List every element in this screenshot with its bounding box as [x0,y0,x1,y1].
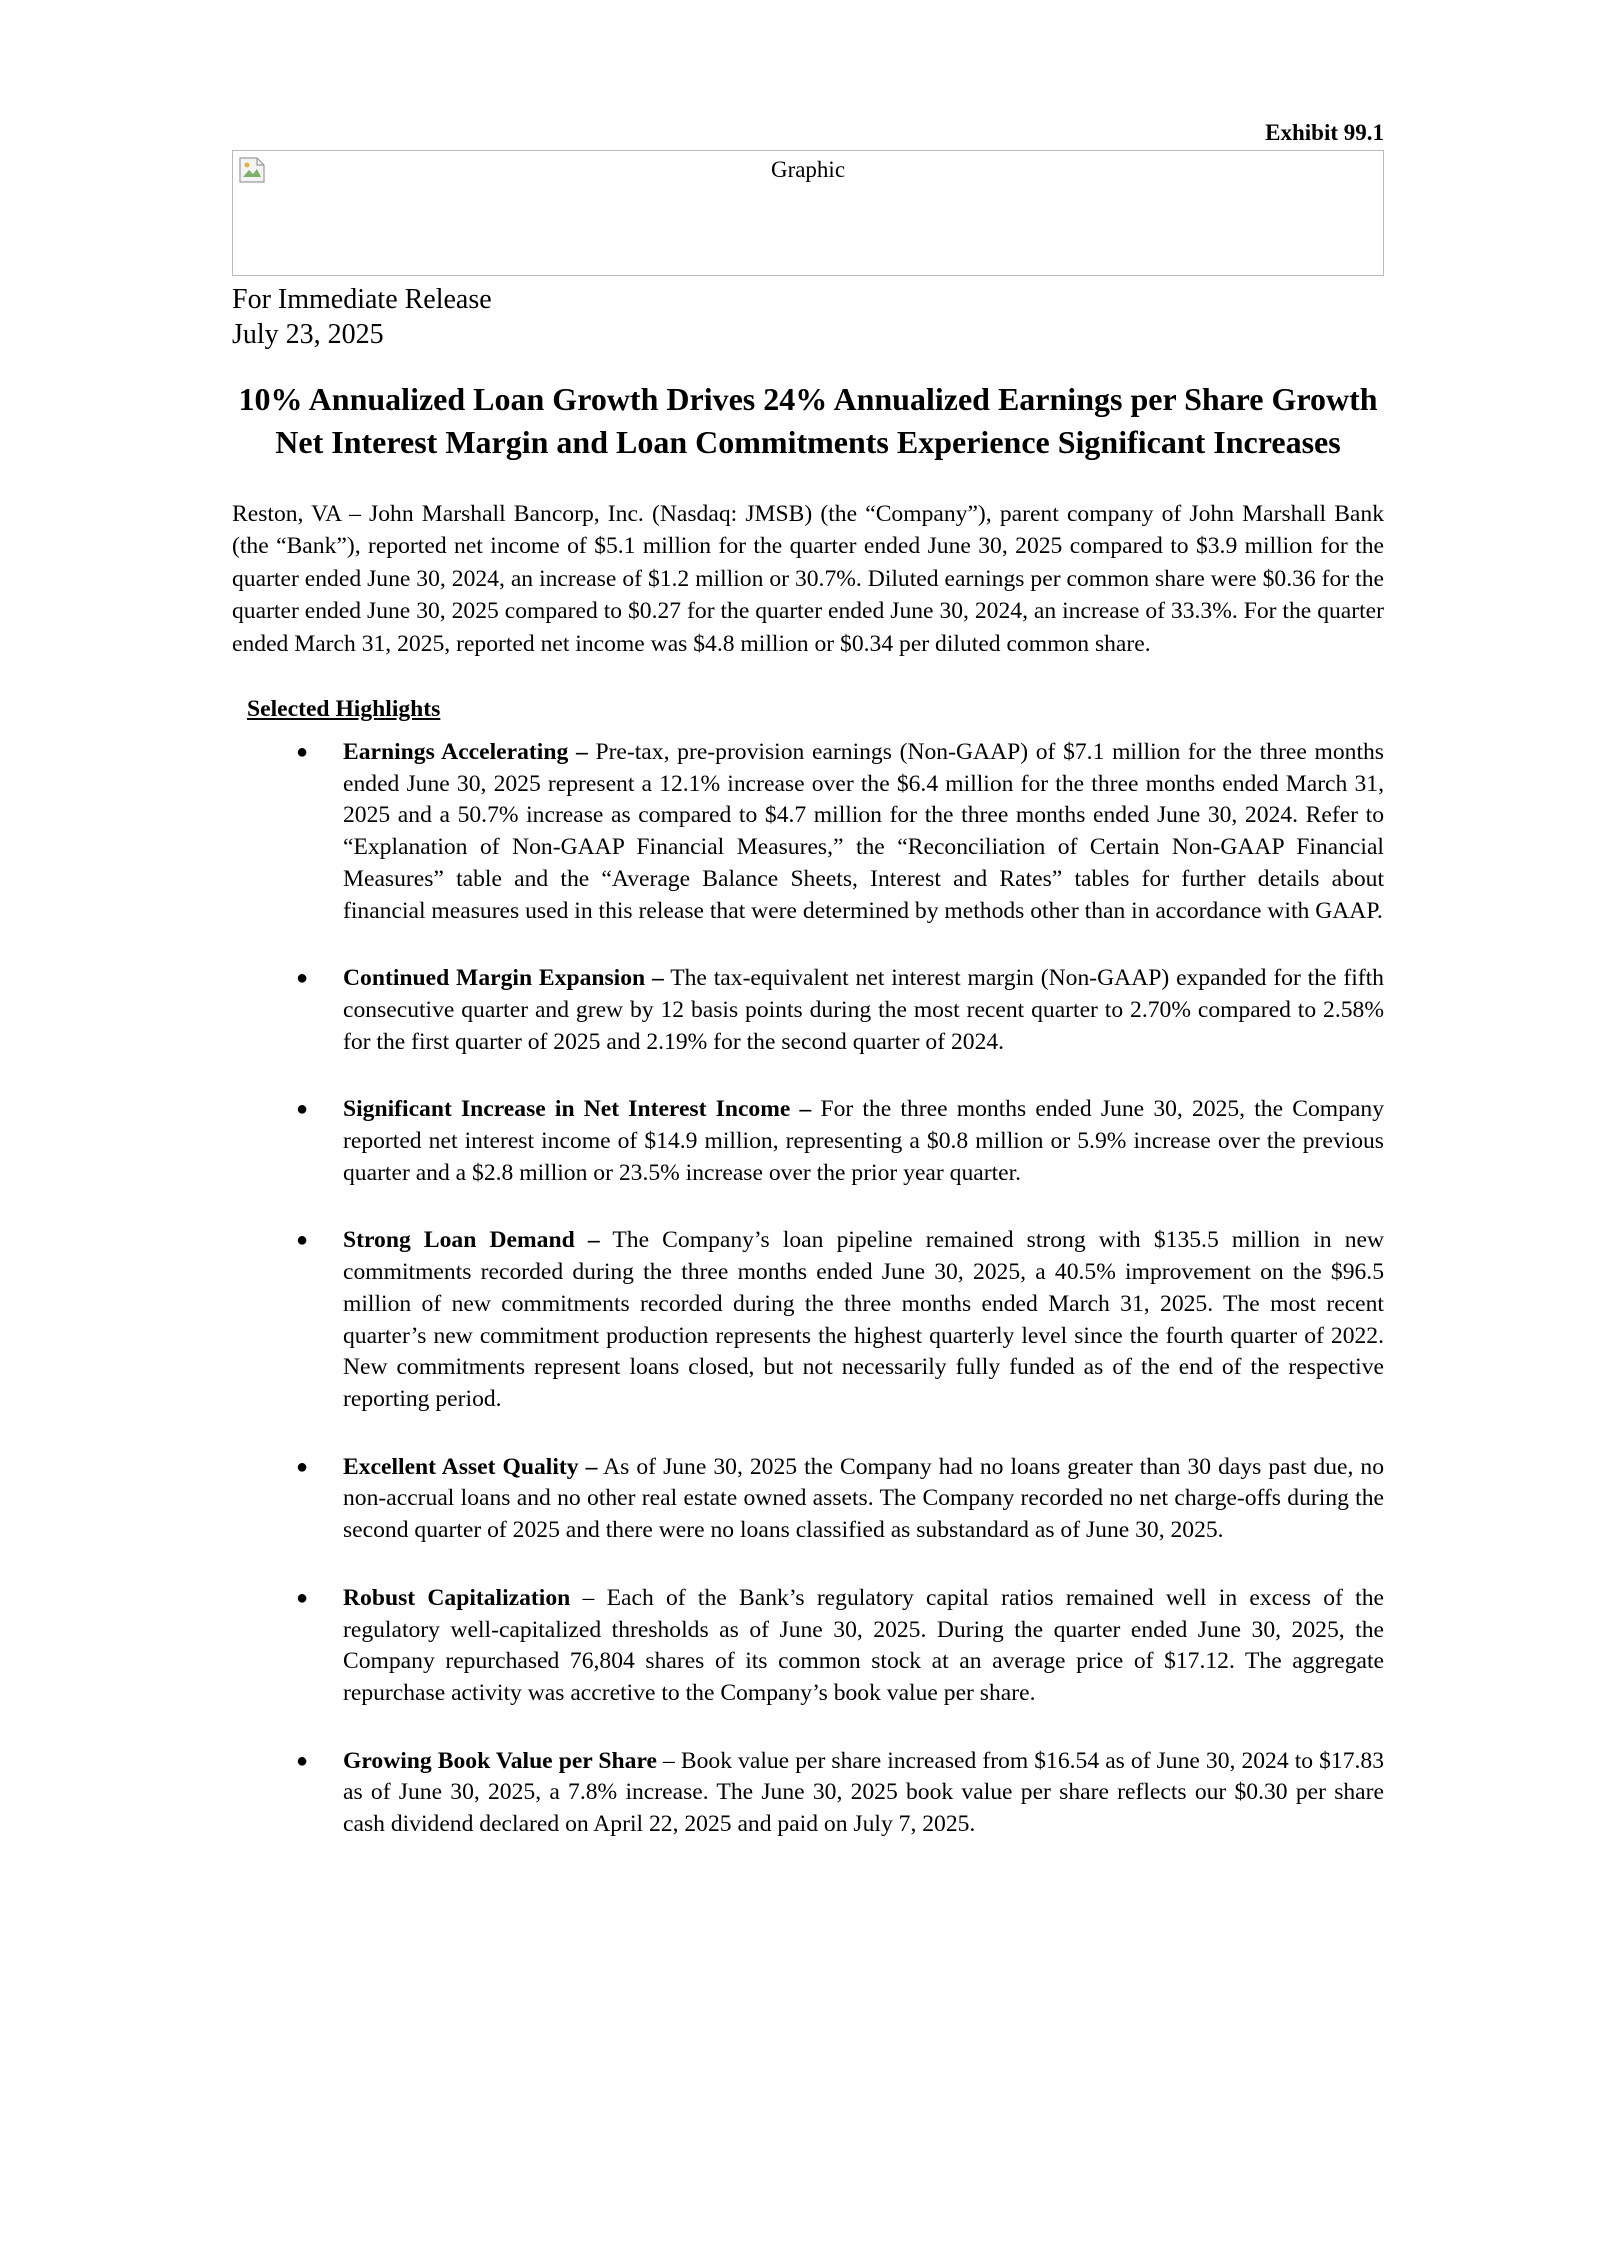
list-item [232,1746,1384,1841]
bullet-icon: ● [296,741,309,764]
bullet-icon: ● [296,1749,309,1772]
bullet-icon: ● [296,1229,309,1252]
bullet-icon: ● [296,1455,309,1478]
bullet-icon: ● [296,1098,309,1121]
selected-highlights-title: Selected Highlights [247,696,441,723]
release-label: For Immediate Release [232,284,492,315]
highlight-text: The tax-equivalent net interest margin (Non-GAAP) expanded for the fifth consecutive quarter and grew by 12 basis points during the most recent quarter to 2.70% compared to 2.58% for the first quarter of 2025 and 2.19% for the second quarter of 2024. [343,965,1384,1055]
highlight-lead: Robust Capitalization [343,1584,571,1611]
highlight-text: As of June 30, 2025 the Company had no loans greater than 30 days past due, no non-accrual loans and no other real estate owned assets. The Company recorded no net charge-offs during the second quarter of 2025 and there were no loans classified as substandard as of June 30, 2025. [343,1453,1384,1544]
highlight-lead: Excellent Asset Quality – [343,1453,598,1480]
highlight-text: Pre-tax, pre-provision earnings (Non-GAAP) of $7.1 million for the three months ended June 30, 2025 represent a 12.1% increase over the $6.4 million for the three months ended March 31, 2025 and a 50.7% increase as compared to $4.7 million for the three months ended June 30, 2024. Refer to “Explanation of Non-GAAP Financial Measures,” the “Reconciliation of Certain Non-GAAP Financial Measures” table and the “Average Balance Sheets, Interest and Rates” tables for further details about financial measures used in this release that were determined by methods other than in accordance with GAAP. [343,739,1384,924]
document-page [232,118,1384,1877]
highlight-lead: Earnings Accelerating – [343,739,588,766]
highlight-lead: Growing Book Value per Share [343,1747,657,1774]
bullet-icon: ● [296,967,309,990]
exhibit-label: Exhibit 99.1 [1265,120,1384,145]
graphic-alt-text: Graphic [770,157,846,182]
highlight-lead: Continued Margin Expansion – [343,965,664,992]
highlight-text: – Each of the Bank’s regulatory capital ratios remained well in excess of the regulatory well-capitalized thresholds as of June 30, 2025. During the quarter ended June 30, 2025, the Company repurchased 76,804 shares of its common stock at an average price of $17.12. The aggregate repurchase activity was accretive to the Company’s book value per share. [343,1584,1384,1706]
list-item [232,1094,1384,1189]
highlights-list [232,737,1384,1841]
list-item [232,963,1384,1058]
highlight-text: – Book value per share increased from $16.54 as of June 30, 2024 to $17.83 as of June 30, 2025, a 7.8% increase. The June 30, 2025 book value per share reflects our $0.30 per share cash dividend declared on April 22, 2025 and paid on July 7, 2025. [343,1747,1384,1838]
release-date: July 23, 2025 [232,319,384,350]
list-item [232,1225,1384,1415]
graphic-placeholder [232,150,1384,276]
highlight-text: For the three months ended June 30, 2025, the Company reported net interest income of $14.9 million, representing a $0.8 million or 5.9% increase over the previous quarter and a $2.8 million or 23.5% increase over the prior year quarter. [343,1096,1384,1186]
list-item [232,737,1384,927]
list-item [232,1452,1384,1547]
intro-paragraph: Reston, VA – John Marshall Bancorp, Inc. (Nasdaq: JMSB) (the “Company”), parent company of John Marshall Bank (the “Bank”), reported net income of $5.1 million for the quarter ended June 30, 2025 compared to $3.9 million for the quarter ended June 30, 2024, an increase of $1.2 million or 30.7%. Diluted earnings per common share were $0.36 for the quarter ended June 30, 2025 compared to $0.27 for the quarter ended June 30, 2024, an increase of 33.3%. For the quarter ended March 31, 2025, reported net income was $4.8 million or $0.34 per diluted common share. [232,501,1384,657]
highlight-lead: Significant Increase in Net Interest Income – [343,1096,812,1123]
highlight-text: The Company’s loan pipeline remained strong with $135.5 million in new commitments recorded during the three months ended June 30, 2025, a 40.5% improvement on the $96.5 million of new commitments recorded during the three months ended March 31, 2025. The most recent quarter’s new commitment production represents the highest quarterly level since the fourth quarter of 2022. New commitments represent loans closed, but not necessarily fully funded as of the end of the respective reporting period. [343,1227,1385,1412]
headline-line-2: Net Interest Margin and Loan Commitments Experience Significant Increases [275,424,1341,460]
headline [232,378,1384,464]
release-info [232,282,1384,352]
highlight-lead: Strong Loan Demand – [343,1227,600,1254]
headline-line-1: 10% Annualized Loan Growth Drives 24% Annualized Earnings per Share Growth [238,381,1378,417]
list-item [232,1583,1384,1710]
bullet-icon: ● [296,1586,309,1609]
